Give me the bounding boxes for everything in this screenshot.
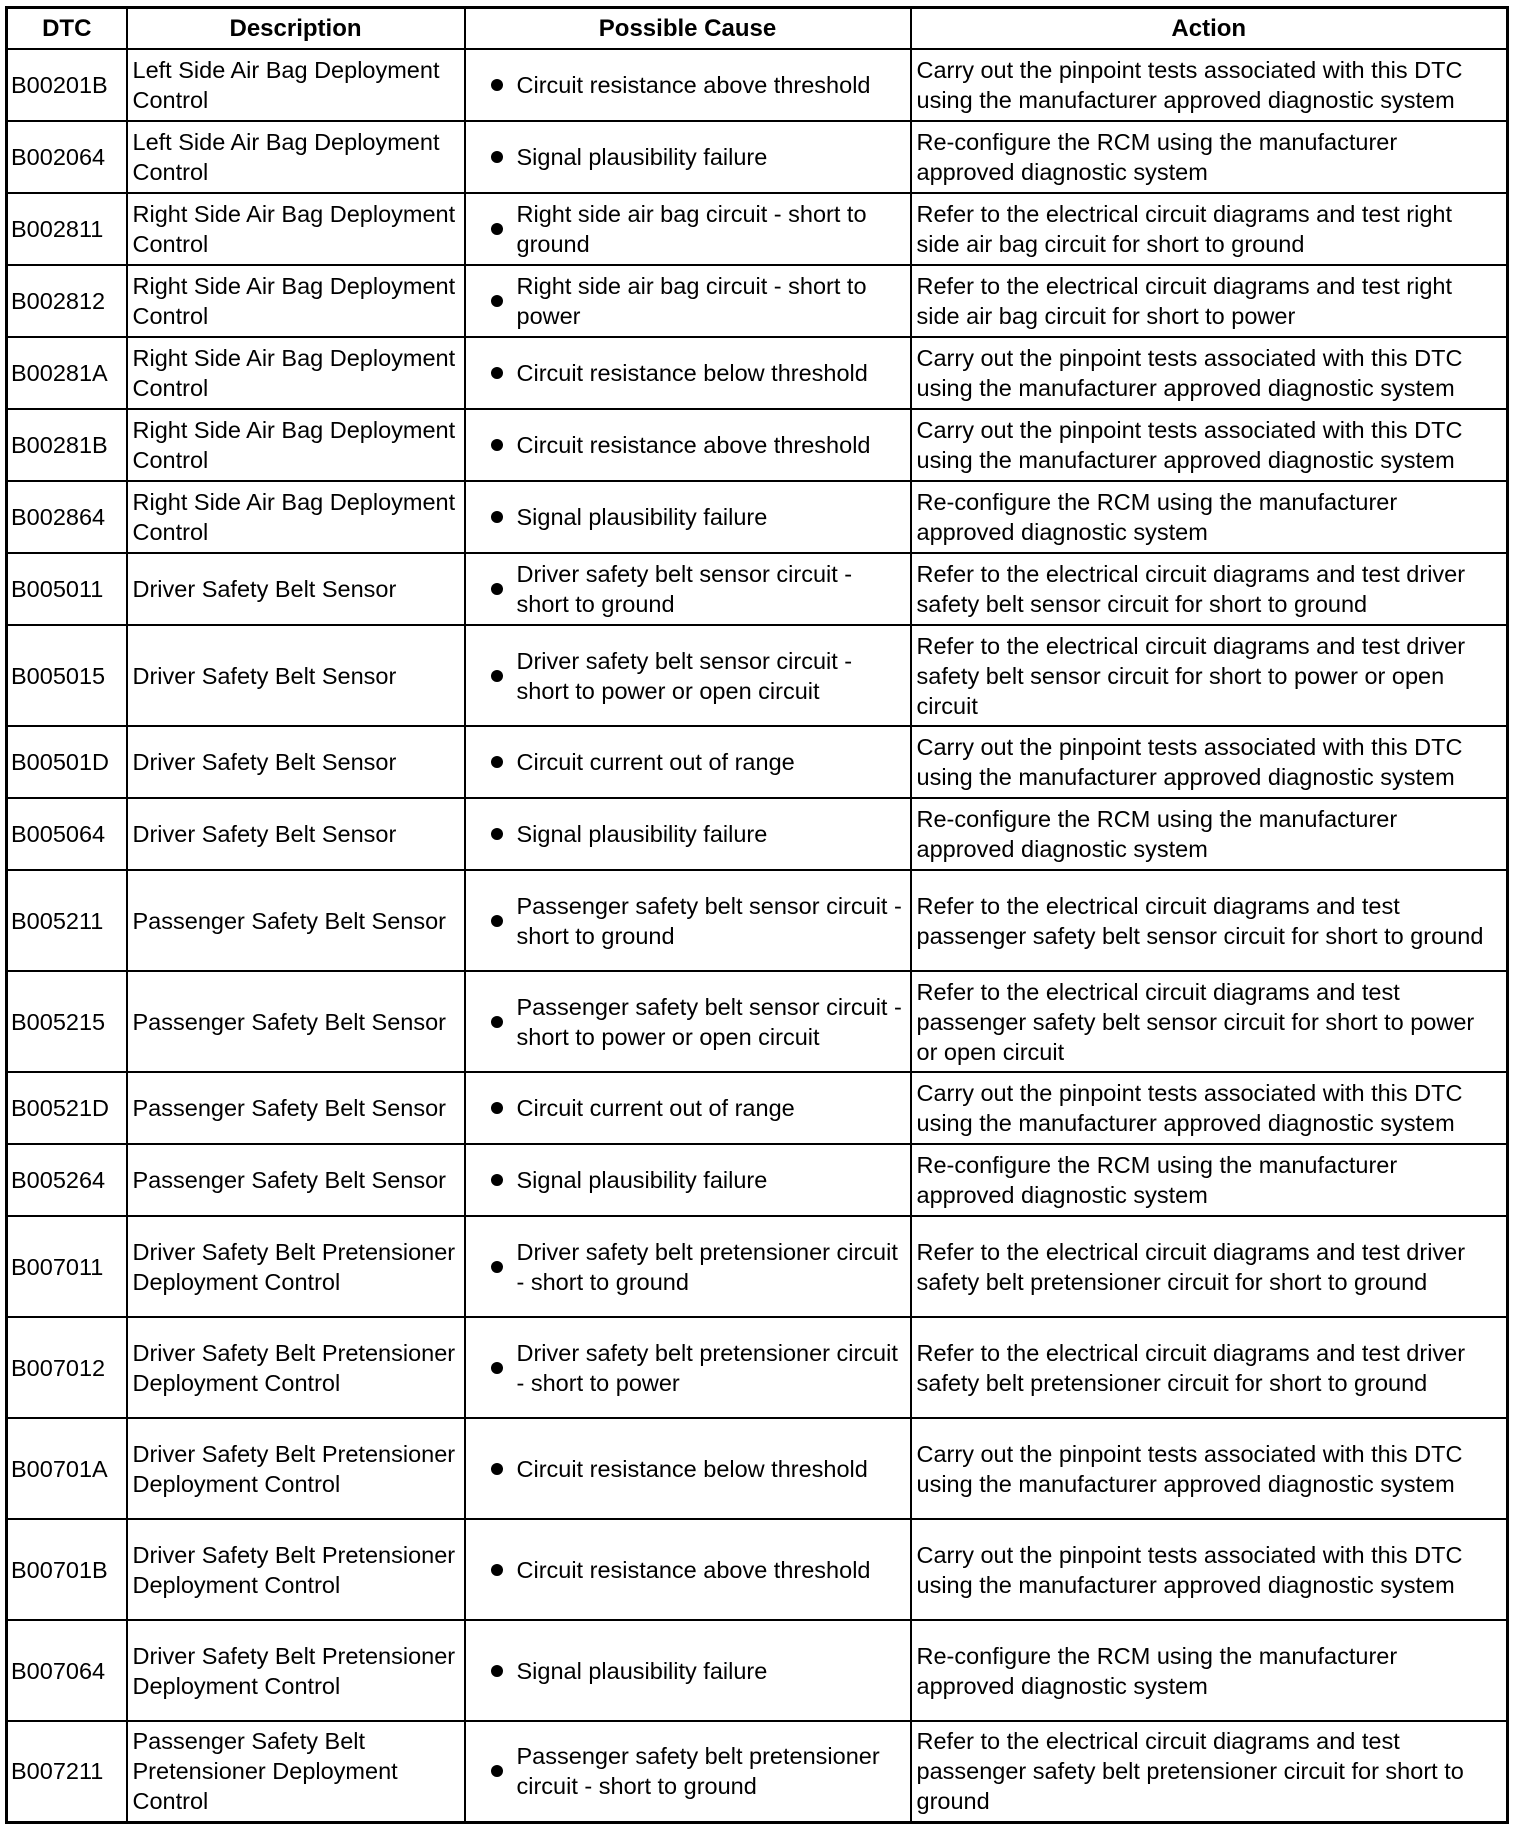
dtc-code-cell: B005064	[7, 798, 127, 870]
possible-cause-item	[471, 747, 905, 777]
table-row	[7, 870, 1508, 971]
action-cell: Refer to the electrical circuit diagrams and test driver safety belt pretensioner circuit for short to ground	[911, 1216, 1508, 1317]
dtc-code-cell: B002064	[7, 121, 127, 193]
table-row	[7, 49, 1508, 121]
bullet-icon	[491, 79, 503, 91]
bullet-icon	[491, 1463, 503, 1475]
possible-cause-text: Driver safety belt sensor circuit - short to ground	[516, 561, 853, 617]
possible-cause-text: Circuit resistance below threshold	[516, 1455, 868, 1482]
bullet-icon	[491, 151, 503, 163]
possible-cause-cell	[465, 553, 911, 625]
dtc-code-cell: B007012	[7, 1317, 127, 1418]
bullet-icon	[491, 1174, 503, 1186]
possible-cause-cell	[465, 1144, 911, 1216]
possible-cause-text: Circuit current out of range	[516, 749, 795, 775]
bullet-icon	[491, 1765, 503, 1777]
header-dtc: DTC	[7, 8, 127, 50]
possible-cause-cell	[465, 971, 911, 1072]
description-cell: Passenger Safety Belt Sensor	[127, 1072, 465, 1144]
possible-cause-text: Signal plausibility failure	[516, 144, 768, 170]
table-row	[7, 1216, 1508, 1317]
possible-cause-item	[471, 358, 905, 388]
bullet-icon	[491, 223, 503, 235]
possible-cause-item	[471, 1656, 905, 1686]
possible-cause-item	[471, 992, 905, 1052]
table-row	[7, 409, 1508, 481]
possible-cause-cell	[465, 1216, 911, 1317]
action-cell: Refer to the electrical circuit diagrams and test right side air bag circuit for short to ground	[911, 193, 1508, 265]
action-cell: Refer to the electrical circuit diagrams and test driver safety belt pretensioner circuit for short to ground	[911, 1317, 1508, 1418]
possible-cause-cell	[465, 265, 911, 337]
possible-cause-item	[471, 1093, 905, 1123]
possible-cause-cell	[465, 1721, 911, 1822]
header-description: Description	[127, 8, 465, 50]
action-cell: Re-configure the RCM using the manufacturer approved diagnostic system	[911, 1144, 1508, 1216]
bullet-icon	[491, 1102, 503, 1114]
possible-cause-cell	[465, 1418, 911, 1519]
possible-cause-item	[471, 142, 905, 172]
dtc-code-cell: B007064	[7, 1620, 127, 1721]
possible-cause-cell	[465, 193, 911, 265]
table-row	[7, 1519, 1508, 1620]
description-cell: Passenger Safety Belt Sensor	[127, 1144, 465, 1216]
header-possible-cause: Possible Cause	[465, 8, 911, 50]
possible-cause-item	[471, 502, 905, 532]
description-cell: Driver Safety Belt Pretensioner Deployment Control	[127, 1620, 465, 1721]
action-cell: Refer to the electrical circuit diagrams and test passenger safety belt sensor circuit for short to power or open circuit	[911, 971, 1508, 1072]
possible-cause-item	[471, 1237, 905, 1297]
table-row	[7, 193, 1508, 265]
possible-cause-text: Right side air bag circuit - short to ground	[516, 201, 867, 257]
table-row	[7, 625, 1508, 726]
description-cell: Driver Safety Belt Sensor	[127, 726, 465, 798]
possible-cause-text: Circuit resistance above threshold	[516, 1556, 871, 1583]
action-cell: Carry out the pinpoint tests associated with this DTC using the manufacturer approved diagnostic system	[911, 409, 1508, 481]
description-cell: Driver Safety Belt Sensor	[127, 798, 465, 870]
description-cell: Driver Safety Belt Pretensioner Deployment Control	[127, 1418, 465, 1519]
bullet-icon	[491, 295, 503, 307]
dtc-code-cell: B005215	[7, 971, 127, 1072]
table-body	[7, 49, 1508, 1822]
bullet-icon	[491, 367, 503, 379]
possible-cause-text: Circuit current out of range	[516, 1095, 795, 1121]
bullet-icon	[491, 756, 503, 768]
bullet-icon	[491, 1665, 503, 1677]
possible-cause-cell	[465, 337, 911, 409]
possible-cause-text: Passenger safety belt sensor circuit - short to power or open circuit	[516, 993, 902, 1050]
bullet-icon	[491, 439, 503, 451]
bullet-icon	[491, 583, 503, 595]
possible-cause-cell	[465, 870, 911, 971]
possible-cause-cell	[465, 121, 911, 193]
dtc-code-cell: B005015	[7, 625, 127, 726]
possible-cause-item	[471, 271, 905, 331]
dtc-code-cell: B00281A	[7, 337, 127, 409]
table-row	[7, 1144, 1508, 1216]
possible-cause-item	[471, 891, 905, 951]
description-cell: Right Side Air Bag Deployment Control	[127, 481, 465, 553]
dtc-code-cell: B002811	[7, 193, 127, 265]
dtc-code-cell: B00521D	[7, 1072, 127, 1144]
possible-cause-cell	[465, 409, 911, 481]
action-cell: Re-configure the RCM using the manufacturer approved diagnostic system	[911, 798, 1508, 870]
possible-cause-cell	[465, 798, 911, 870]
possible-cause-item	[471, 70, 905, 100]
description-cell: Passenger Safety Belt Sensor	[127, 870, 465, 971]
possible-cause-text: Driver safety belt pretensioner circuit - short to ground	[516, 1238, 898, 1295]
action-cell: Carry out the pinpoint tests associated with this DTC using the manufacturer approved diagnostic system	[911, 1418, 1508, 1519]
dtc-code-cell: B00501D	[7, 726, 127, 798]
bullet-icon	[491, 915, 503, 927]
table-row	[7, 553, 1508, 625]
description-cell: Right Side Air Bag Deployment Control	[127, 409, 465, 481]
header-action: Action	[911, 8, 1508, 50]
action-cell: Carry out the pinpoint tests associated with this DTC using the manufacturer approved diagnostic system	[911, 337, 1508, 409]
description-cell: Left Side Air Bag Deployment Control	[127, 49, 465, 121]
table-row	[7, 1418, 1508, 1519]
possible-cause-text: Signal plausibility failure	[516, 821, 768, 847]
bullet-icon	[491, 1016, 503, 1028]
table-row	[7, 265, 1508, 337]
bullet-icon	[491, 1362, 503, 1374]
action-cell: Re-configure the RCM using the manufacturer approved diagnostic system	[911, 481, 1508, 553]
description-cell: Driver Safety Belt Sensor	[127, 625, 465, 726]
dtc-code-cell: B00201B	[7, 49, 127, 121]
action-cell: Carry out the pinpoint tests associated with this DTC using the manufacturer approved diagnostic system	[911, 1519, 1508, 1620]
dtc-code-cell: B002864	[7, 481, 127, 553]
possible-cause-text: Driver safety belt sensor circuit - short to power or open circuit	[516, 647, 853, 704]
bullet-icon	[491, 670, 503, 682]
possible-cause-item	[471, 819, 905, 849]
dtc-code-cell: B005264	[7, 1144, 127, 1216]
action-cell: Refer to the electrical circuit diagrams and test passenger safety belt sensor circuit for short to ground	[911, 870, 1508, 971]
table-row	[7, 481, 1508, 553]
table-row	[7, 1072, 1508, 1144]
possible-cause-item	[471, 1165, 905, 1195]
possible-cause-text: Passenger safety belt pretensioner circuit - short to ground	[516, 1743, 880, 1800]
possible-cause-text: Circuit resistance below threshold	[516, 360, 868, 386]
description-cell: Driver Safety Belt Pretensioner Deployment Control	[127, 1317, 465, 1418]
action-cell: Re-configure the RCM using the manufacturer approved diagnostic system	[911, 1620, 1508, 1721]
dtc-code-cell: B005011	[7, 553, 127, 625]
dtc-code-cell: B007211	[7, 1721, 127, 1822]
possible-cause-item	[471, 1555, 905, 1585]
action-cell: Re-configure the RCM using the manufacturer approved diagnostic system	[911, 121, 1508, 193]
dtc-code-cell: B007011	[7, 1216, 127, 1317]
description-cell: Driver Safety Belt Pretensioner Deployment Control	[127, 1216, 465, 1317]
possible-cause-item	[471, 1454, 905, 1484]
possible-cause-text: Circuit resistance above threshold	[516, 72, 871, 98]
possible-cause-cell	[465, 1620, 911, 1721]
possible-cause-text: Signal plausibility failure	[516, 1657, 768, 1684]
bullet-icon	[491, 511, 503, 523]
table-row	[7, 798, 1508, 870]
action-cell: Refer to the electrical circuit diagrams and test passenger safety belt pretensioner circuit for short to ground	[911, 1721, 1508, 1822]
description-cell: Driver Safety Belt Pretensioner Deployment Control	[127, 1519, 465, 1620]
description-cell: Right Side Air Bag Deployment Control	[127, 337, 465, 409]
dtc-code-cell: B00281B	[7, 409, 127, 481]
dtc-table	[5, 6, 1509, 1824]
table-row	[7, 1721, 1508, 1822]
possible-cause-item	[471, 199, 905, 259]
action-cell: Refer to the electrical circuit diagrams and test right side air bag circuit for short to power	[911, 265, 1508, 337]
dtc-code-cell: B002812	[7, 265, 127, 337]
table-row	[7, 726, 1508, 798]
possible-cause-text: Driver safety belt pretensioner circuit - short to power	[516, 1339, 898, 1396]
table-row	[7, 971, 1508, 1072]
table-header-row	[7, 8, 1508, 50]
possible-cause-cell	[465, 726, 911, 798]
bullet-icon	[491, 1564, 503, 1576]
description-cell: Passenger Safety Belt Sensor	[127, 971, 465, 1072]
description-cell: Right Side Air Bag Deployment Control	[127, 265, 465, 337]
description-cell: Driver Safety Belt Sensor	[127, 553, 465, 625]
dtc-code-cell: B00701B	[7, 1519, 127, 1620]
table-row	[7, 1620, 1508, 1721]
possible-cause-item	[471, 559, 905, 619]
possible-cause-item	[471, 646, 905, 706]
table-row	[7, 337, 1508, 409]
possible-cause-cell	[465, 625, 911, 726]
possible-cause-text: Signal plausibility failure	[516, 1167, 768, 1193]
action-cell: Carry out the pinpoint tests associated with this DTC using the manufacturer approved diagnostic system	[911, 726, 1508, 798]
dtc-code-cell: B00701A	[7, 1418, 127, 1519]
description-cell: Right Side Air Bag Deployment Control	[127, 193, 465, 265]
possible-cause-cell	[465, 1519, 911, 1620]
possible-cause-text: Signal plausibility failure	[516, 504, 768, 530]
possible-cause-cell	[465, 1072, 911, 1144]
possible-cause-cell	[465, 49, 911, 121]
possible-cause-text: Right side air bag circuit - short to power	[516, 273, 867, 329]
bullet-icon	[491, 1261, 503, 1273]
description-cell: Passenger Safety Belt Pretensioner Deployment Control	[127, 1721, 465, 1822]
description-cell: Left Side Air Bag Deployment Control	[127, 121, 465, 193]
action-cell: Carry out the pinpoint tests associated with this DTC using the manufacturer approved diagnostic system	[911, 1072, 1508, 1144]
possible-cause-cell	[465, 1317, 911, 1418]
dtc-code-cell: B005211	[7, 870, 127, 971]
possible-cause-text: Circuit resistance above threshold	[516, 432, 871, 458]
possible-cause-item	[471, 430, 905, 460]
bullet-icon	[491, 828, 503, 840]
action-cell: Refer to the electrical circuit diagrams and test driver safety belt sensor circuit for short to power or open circuit	[911, 625, 1508, 726]
action-cell: Refer to the electrical circuit diagrams and test driver safety belt sensor circuit for short to ground	[911, 553, 1508, 625]
possible-cause-text: Passenger safety belt sensor circuit - short to ground	[516, 892, 902, 949]
possible-cause-item	[471, 1338, 905, 1398]
possible-cause-item	[471, 1741, 905, 1801]
table-row	[7, 121, 1508, 193]
table-row	[7, 1317, 1508, 1418]
action-cell: Carry out the pinpoint tests associated with this DTC using the manufacturer approved diagnostic system	[911, 49, 1508, 121]
possible-cause-cell	[465, 481, 911, 553]
